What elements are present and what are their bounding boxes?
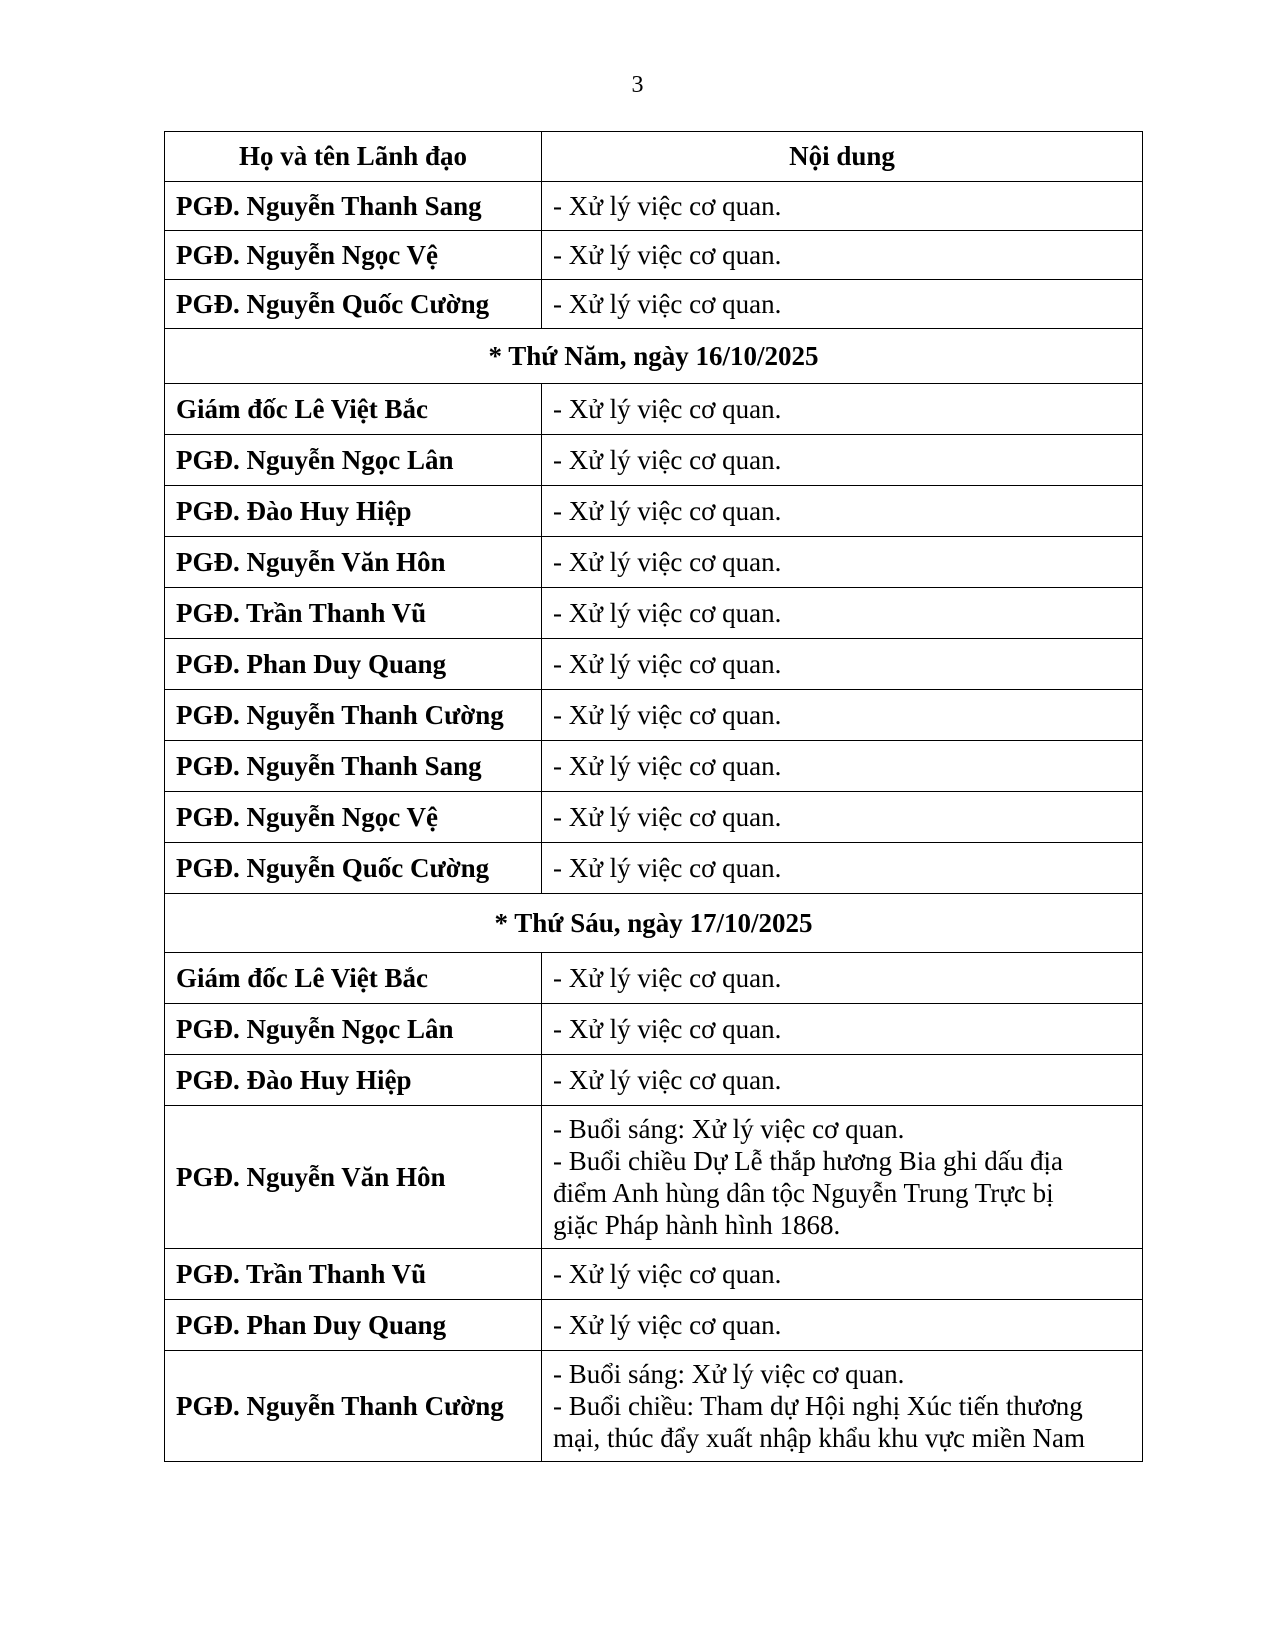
task-content: - Xử lý việc cơ quan. xyxy=(542,384,1143,435)
leader-name: Giám đốc Lê Việt Bắc xyxy=(165,953,542,1004)
task-content: - Xử lý việc cơ quan. xyxy=(542,953,1143,1004)
table-row xyxy=(165,1106,1143,1249)
task-content xyxy=(542,1106,1143,1249)
table-header-row xyxy=(165,132,1143,182)
leader-name: PGĐ. Nguyễn Ngọc Vệ xyxy=(165,792,542,843)
table-row xyxy=(165,1004,1143,1055)
leader-name: PGĐ. Nguyễn Văn Hôn xyxy=(165,537,542,588)
leader-name: PGĐ. Nguyễn Thanh Cường xyxy=(165,1351,542,1462)
content-line: - Buổi sáng: Xử lý việc cơ quan. xyxy=(553,1359,905,1389)
leader-name: PGĐ. Nguyễn Quốc Cường xyxy=(165,843,542,894)
task-content: - Xử lý việc cơ quan. xyxy=(542,792,1143,843)
table-row xyxy=(165,435,1143,486)
content-line: giặc Pháp hành hình 1868. xyxy=(553,1210,841,1240)
leader-name: PGĐ. Phan Duy Quang xyxy=(165,1300,542,1351)
header-name: Họ và tên Lãnh đạo xyxy=(165,132,542,182)
task-content: - Xử lý việc cơ quan. xyxy=(542,280,1143,329)
content-line: điểm Anh hùng dân tộc Nguyễn Trung Trực bị xyxy=(553,1178,1054,1208)
leader-name: PGĐ. Đào Huy Hiệp xyxy=(165,1055,542,1106)
day-title: * Thứ Năm, ngày 16/10/2025 xyxy=(165,329,1143,384)
table-row xyxy=(165,1300,1143,1351)
header-content: Nội dung xyxy=(542,132,1143,182)
task-content: - Xử lý việc cơ quan. xyxy=(542,1249,1143,1300)
task-content: - Xử lý việc cơ quan. xyxy=(542,435,1143,486)
leader-name: Giám đốc Lê Việt Bắc xyxy=(165,384,542,435)
table-row xyxy=(165,182,1143,231)
task-content: - Xử lý việc cơ quan. xyxy=(542,486,1143,537)
table-row xyxy=(165,639,1143,690)
leader-name: PGĐ. Nguyễn Quốc Cường xyxy=(165,280,542,329)
leader-name: PGĐ. Phan Duy Quang xyxy=(165,639,542,690)
leader-name: PGĐ. Trần Thanh Vũ xyxy=(165,588,542,639)
leader-name: PGĐ. Nguyễn Thanh Sang xyxy=(165,182,542,231)
table-row xyxy=(165,384,1143,435)
leader-name: PGĐ. Nguyễn Ngọc Vệ xyxy=(165,231,542,280)
leader-name: PGĐ. Nguyễn Văn Hôn xyxy=(165,1106,542,1249)
task-content: - Xử lý việc cơ quan. xyxy=(542,639,1143,690)
task-content: - Xử lý việc cơ quan. xyxy=(542,843,1143,894)
leader-name: PGĐ. Đào Huy Hiệp xyxy=(165,486,542,537)
leader-name: PGĐ. Nguyễn Thanh Cường xyxy=(165,690,542,741)
page-number: 3 xyxy=(631,72,644,98)
schedule-table xyxy=(164,131,1143,1462)
leader-name: PGĐ. Nguyễn Ngọc Lân xyxy=(165,435,542,486)
table-row xyxy=(165,280,1143,329)
task-content: - Xử lý việc cơ quan. xyxy=(542,231,1143,280)
task-content: - Xử lý việc cơ quan. xyxy=(542,690,1143,741)
task-content: - Xử lý việc cơ quan. xyxy=(542,537,1143,588)
leader-name: PGĐ. Nguyễn Ngọc Lân xyxy=(165,1004,542,1055)
content-line: - Buổi chiều Dự Lễ thắp hương Bia ghi dấu địa xyxy=(553,1146,1063,1176)
table-row xyxy=(165,231,1143,280)
task-content: - Xử lý việc cơ quan. xyxy=(542,1300,1143,1351)
task-content: - Xử lý việc cơ quan. xyxy=(542,588,1143,639)
table-row xyxy=(165,690,1143,741)
day-title: * Thứ Sáu, ngày 17/10/2025 xyxy=(165,894,1143,953)
day-header-row xyxy=(165,894,1143,953)
day-header-row xyxy=(165,329,1143,384)
table-row xyxy=(165,843,1143,894)
table-row xyxy=(165,1249,1143,1300)
task-content: - Xử lý việc cơ quan. xyxy=(542,741,1143,792)
task-content xyxy=(542,1351,1143,1462)
table-row xyxy=(165,1351,1143,1462)
table-row xyxy=(165,741,1143,792)
table-row xyxy=(165,537,1143,588)
table-row xyxy=(165,792,1143,843)
table-row xyxy=(165,1055,1143,1106)
content-line: - Buổi chiều: Tham dự Hội nghị Xúc tiến thương xyxy=(553,1391,1083,1421)
leader-name: PGĐ. Trần Thanh Vũ xyxy=(165,1249,542,1300)
table-row xyxy=(165,588,1143,639)
task-content: - Xử lý việc cơ quan. xyxy=(542,1055,1143,1106)
table-row xyxy=(165,953,1143,1004)
table-row xyxy=(165,486,1143,537)
leader-name: PGĐ. Nguyễn Thanh Sang xyxy=(165,741,542,792)
task-content: - Xử lý việc cơ quan. xyxy=(542,1004,1143,1055)
task-content: - Xử lý việc cơ quan. xyxy=(542,182,1143,231)
content-line: - Buổi sáng: Xử lý việc cơ quan. xyxy=(553,1114,905,1144)
content-line: mại, thúc đẩy xuất nhập khẩu khu vực miền Nam xyxy=(553,1423,1085,1453)
